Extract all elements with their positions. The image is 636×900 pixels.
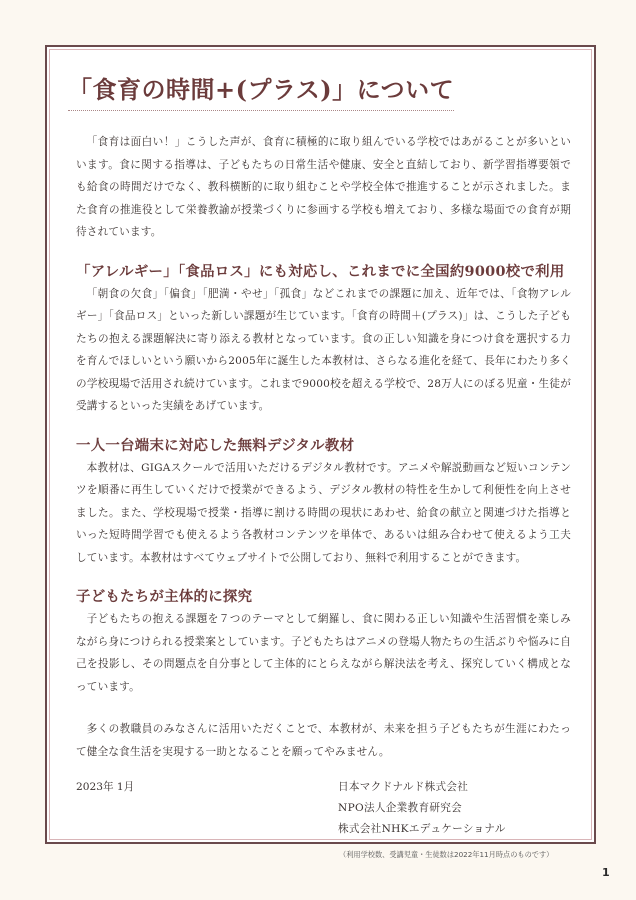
section-heading: 子どもたちが主体的に探究 — [76, 588, 253, 605]
organization-list — [338, 777, 506, 840]
section-body: 「朝食の欠食」「偏食」「肥満・やせ」「孤食」などこれまでの課題に加え、近年では、「食物アレルギー」「食品ロス」といった新しい課題が生じています。「食育の時間＋(プラス)」は、こうした子どもたちの抱える課題解決に寄り添える教材となっています。食の正しい知識を身につけ食を選択する力を育んでほしいという願いから2005年に誕生した本教材は、さらなる進化を経て、長年にわたり多くの学校現場で活用され続けています。これまで9000校を超える学校で、28万人にのぼる児童・生徒が受講するといった実績をあげています。 — [76, 287, 571, 412]
publication-date: 2023年 1月 — [76, 781, 135, 793]
section-allergy-food-loss — [76, 262, 571, 418]
section-body: 本教材は、GIGAスクールで活用いただけるデジタル教材です。アニメや解説動画など短いコンテンツを順番に再生していくだけで授業ができるよう、デジタル教材の特性を生かして利便性を向上させました。また、学校現場で授業・指導に割ける時間の現状にあわせ、給食の献立と関連づけた指導といった短時間学習でも使えるよう各教材コンテンツを単体で、あるいは組み合わせて使えるよう工夫しています。本教材はすべてウェブサイトで公開しており、無料で利用することができます。 — [76, 461, 571, 564]
organization-name: NPO法人企業教育研究会 — [338, 802, 463, 814]
section-digital-material — [76, 436, 571, 570]
section-heading: 「アレルギー」「食品ロス」にも対応し、これまでに全国約9000校で利用 — [76, 262, 565, 280]
signature-block — [76, 777, 571, 873]
organization-name: 株式会社NHKエデュケーショナル — [338, 823, 506, 835]
section-heading: 一人一台端末に対応した無料デジタル教材 — [76, 436, 355, 454]
section-inquiry — [76, 587, 571, 698]
intro-paragraph: 「食育は面白い！」こうした声が、食育に積極的に取り組んでいる学校ではあがることが多いといいます。食に関する指導は、子どもたちの日常生活や健康、安全と直結しており、新学習指導要領でも給食の時間だけでなく、教科横断的に取り組むことや学校全体で推進することが示されました。また食育の推進役として栄養教諭が授業づくりに参画する学校も増えており、多様な場面での食育が期待されています。 — [76, 136, 571, 238]
page-number: 1 — [602, 866, 610, 879]
page-title: 「食育の時間+(プラス)」について — [68, 75, 454, 111]
page-content — [68, 75, 571, 873]
section-body: 子どもたちの抱える課題を７つのテーマとして網羅し、食に関わる正しい知識や生活習慣を楽しみながら身につけられる授業案としています。子どもたちはアニメの登場人物たちの生活ぶりや悩みに自己を投影し、その問題点を自分事として主体的にとらえながら解決法を考え、探究していく構成となっています。 — [76, 613, 571, 693]
organization-name: 日本マクドナルド株式会社 — [338, 781, 469, 793]
closing-paragraph: 多くの教職員のみなさんに活用いただくことで、本教材が、未来を担う子どもたちが生涯にわたって健全な食生活を実現する一助となることを願ってやみません。 — [76, 723, 571, 758]
footnote: （利用学校数、受講児童・生徒数は2022年11月時点のものです） — [339, 850, 554, 859]
page-frame — [45, 45, 596, 859]
